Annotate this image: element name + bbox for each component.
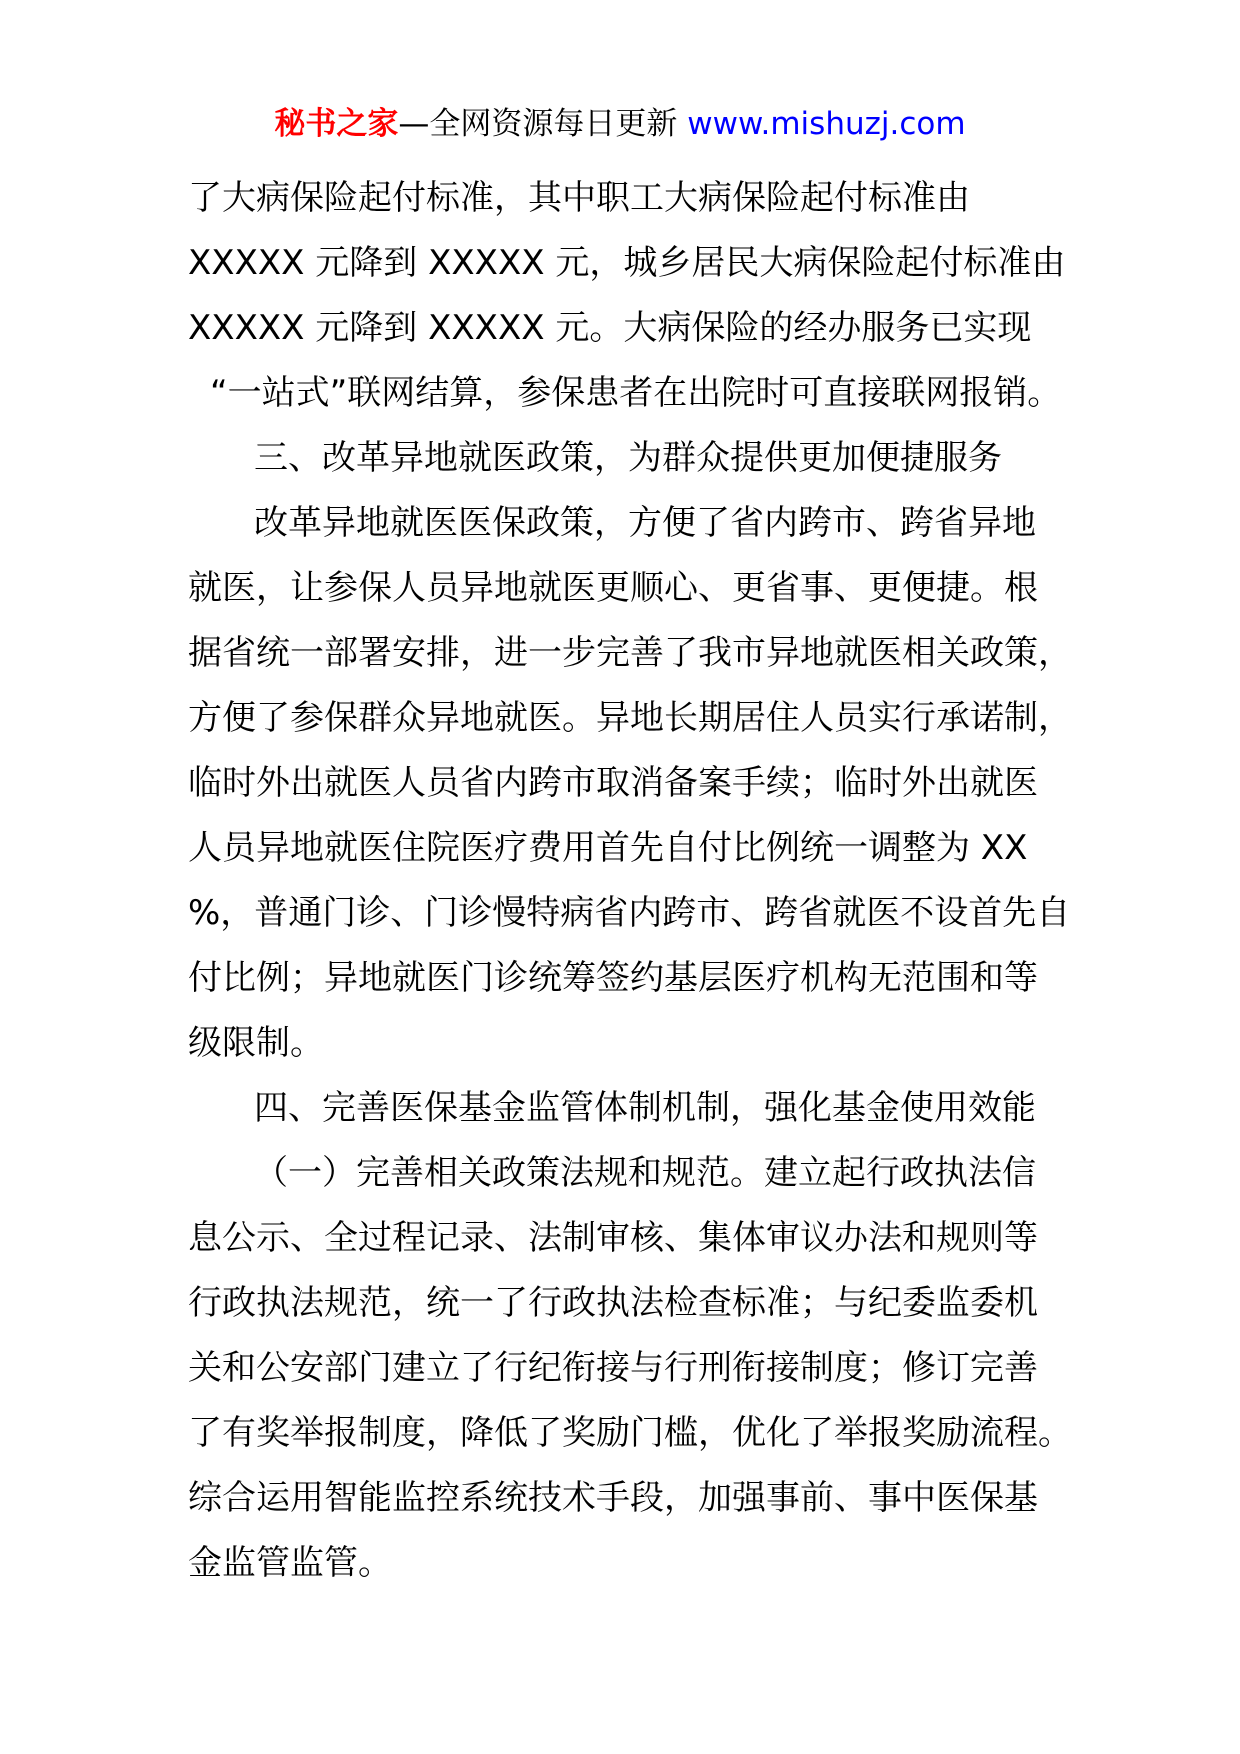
body-line: “一站式”联网结算，参保患者在出院时可直接联网报销。 xyxy=(210,373,1062,413)
section-heading-3: 三、改革异地就医政策，为群众提供更加便捷服务 xyxy=(254,438,1002,478)
body-line: 了有奖举报制度，降低了奖励门槛，优化了举报奖励流程。 xyxy=(188,1413,1072,1453)
body-line: 临时外出就医人员省内跨市取消备案手续；临时外出就医 xyxy=(188,763,1038,803)
body-line: 付比例；异地就医门诊统筹签约基层医疗机构无范围和等 xyxy=(188,958,1038,998)
body-line: 金监管监管。 xyxy=(188,1543,392,1583)
body-line: 方便了参保群众异地就医。异地长期居住人员实行承诺制， xyxy=(188,698,1072,738)
site-url-link[interactable]: www.mishuzj.com xyxy=(687,106,966,142)
body-line: 行政执法规范，统一了行政执法检查标准；与纪委监委机 xyxy=(188,1283,1038,1323)
site-tagline: —全网资源每日更新 xyxy=(398,106,688,142)
body-line: 据省统一部署安排，进一步完善了我市异地就医相关政策， xyxy=(188,633,1072,673)
body-line: 就医，让参保人员异地就医更顺心、更省事、更便捷。根 xyxy=(188,568,1038,608)
document-body xyxy=(188,166,1072,1596)
body-line: %，普通门诊、门诊慢特病省内跨市、跨省就医不设首先自 xyxy=(188,893,1071,933)
section-heading-4: 四、完善医保基金监管体制机制，强化基金使用效能 xyxy=(254,1088,1036,1128)
body-line: 级限制。 xyxy=(188,1023,324,1063)
body-line: 综合运用智能监控系统技术手段，加强事前、事中医保基 xyxy=(188,1478,1038,1518)
site-brand: 秘书之家 xyxy=(274,106,399,142)
paragraph-start: 改革异地就医医保政策，方便了省内跨市、跨省异地 xyxy=(254,503,1036,543)
paragraph-start: （一）完善相关政策法规和规范。建立起行政执法信 xyxy=(254,1153,1036,1193)
body-line: XXXXX 元降到 XXXXX 元，城乡居民大病保险起付标准由 xyxy=(188,243,1066,283)
site-header xyxy=(0,104,1240,144)
body-line: 关和公安部门建立了行纪衔接与行刑衔接制度；修订完善 xyxy=(188,1348,1038,1388)
body-line: 息公示、全过程记录、法制审核、集体审议办法和规则等 xyxy=(188,1218,1038,1258)
body-line: XXXXX 元降到 XXXXX 元。大病保险的经办服务已实现 xyxy=(188,308,1032,348)
body-line: 人员异地就医住院医疗费用首先自付比例统一调整为 XX xyxy=(188,828,1028,868)
body-line: 了大病保险起付标准，其中职工大病保险起付标准由 xyxy=(188,178,970,218)
